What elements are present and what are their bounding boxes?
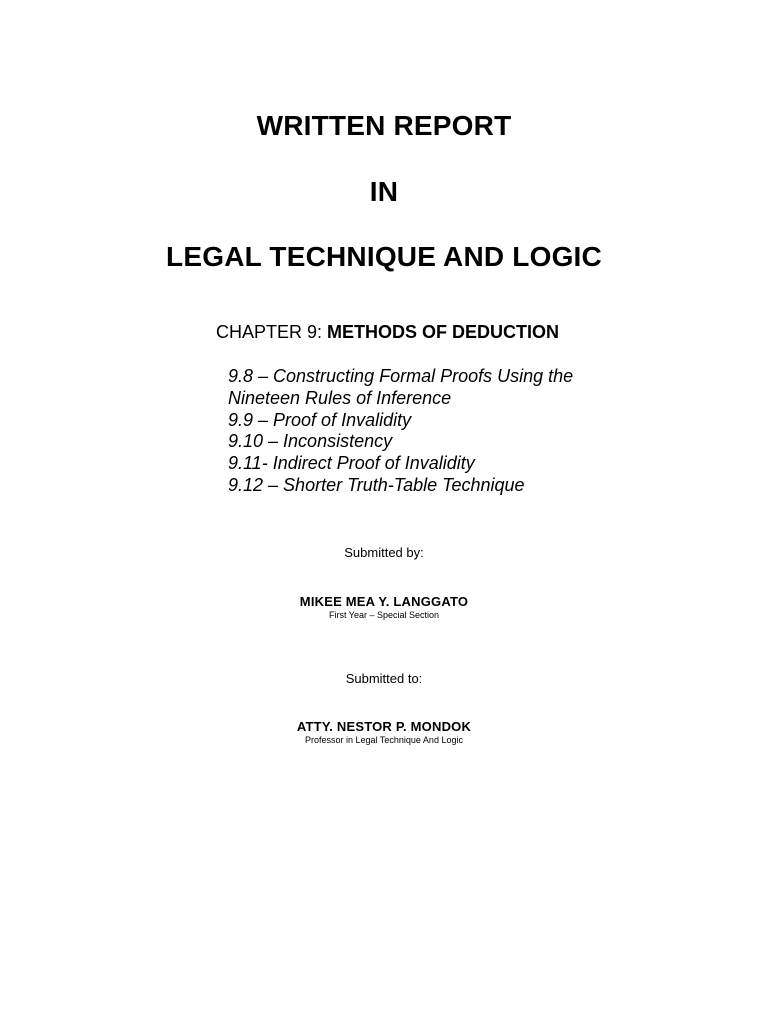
topic-item: Nineteen Rules of Inference <box>228 387 452 408</box>
student-name: MIKEE MEA Y. LANGGATO <box>299 594 469 609</box>
professor-title: Professor in Legal Technique And Logic <box>305 735 463 745</box>
student-section: First Year – Special Section <box>328 610 440 620</box>
topic-item: 9.10 – Inconsistency <box>228 431 393 452</box>
chapter-heading <box>216 321 559 343</box>
topic-list <box>228 366 648 497</box>
chapter-number: CHAPTER 9: <box>216 322 328 342</box>
submitted-by-label: Submitted by: <box>344 545 424 560</box>
chapter-name: METHODS OF DEDUCTION <box>327 322 560 342</box>
submitted-to-label: Submitted to: <box>345 671 423 686</box>
topic-item: 9.11- Indirect Proof of Invalidity <box>228 453 475 474</box>
professor-name: ATTY. NESTOR P. MONDOK <box>296 719 472 734</box>
report-title-line-3: LEGAL TECHNIQUE AND LOGIC <box>166 241 602 272</box>
report-title-line-1: WRITTEN REPORT <box>256 110 512 141</box>
topic-item: 9.8 – Constructing Formal Proofs Using the <box>228 366 574 386</box>
topic-item: 9.9 – Proof of Invalidity <box>228 409 412 430</box>
report-title-line-2: IN <box>369 176 399 207</box>
topic-item: 9.12 – Shorter Truth-Table Technique <box>228 474 525 495</box>
